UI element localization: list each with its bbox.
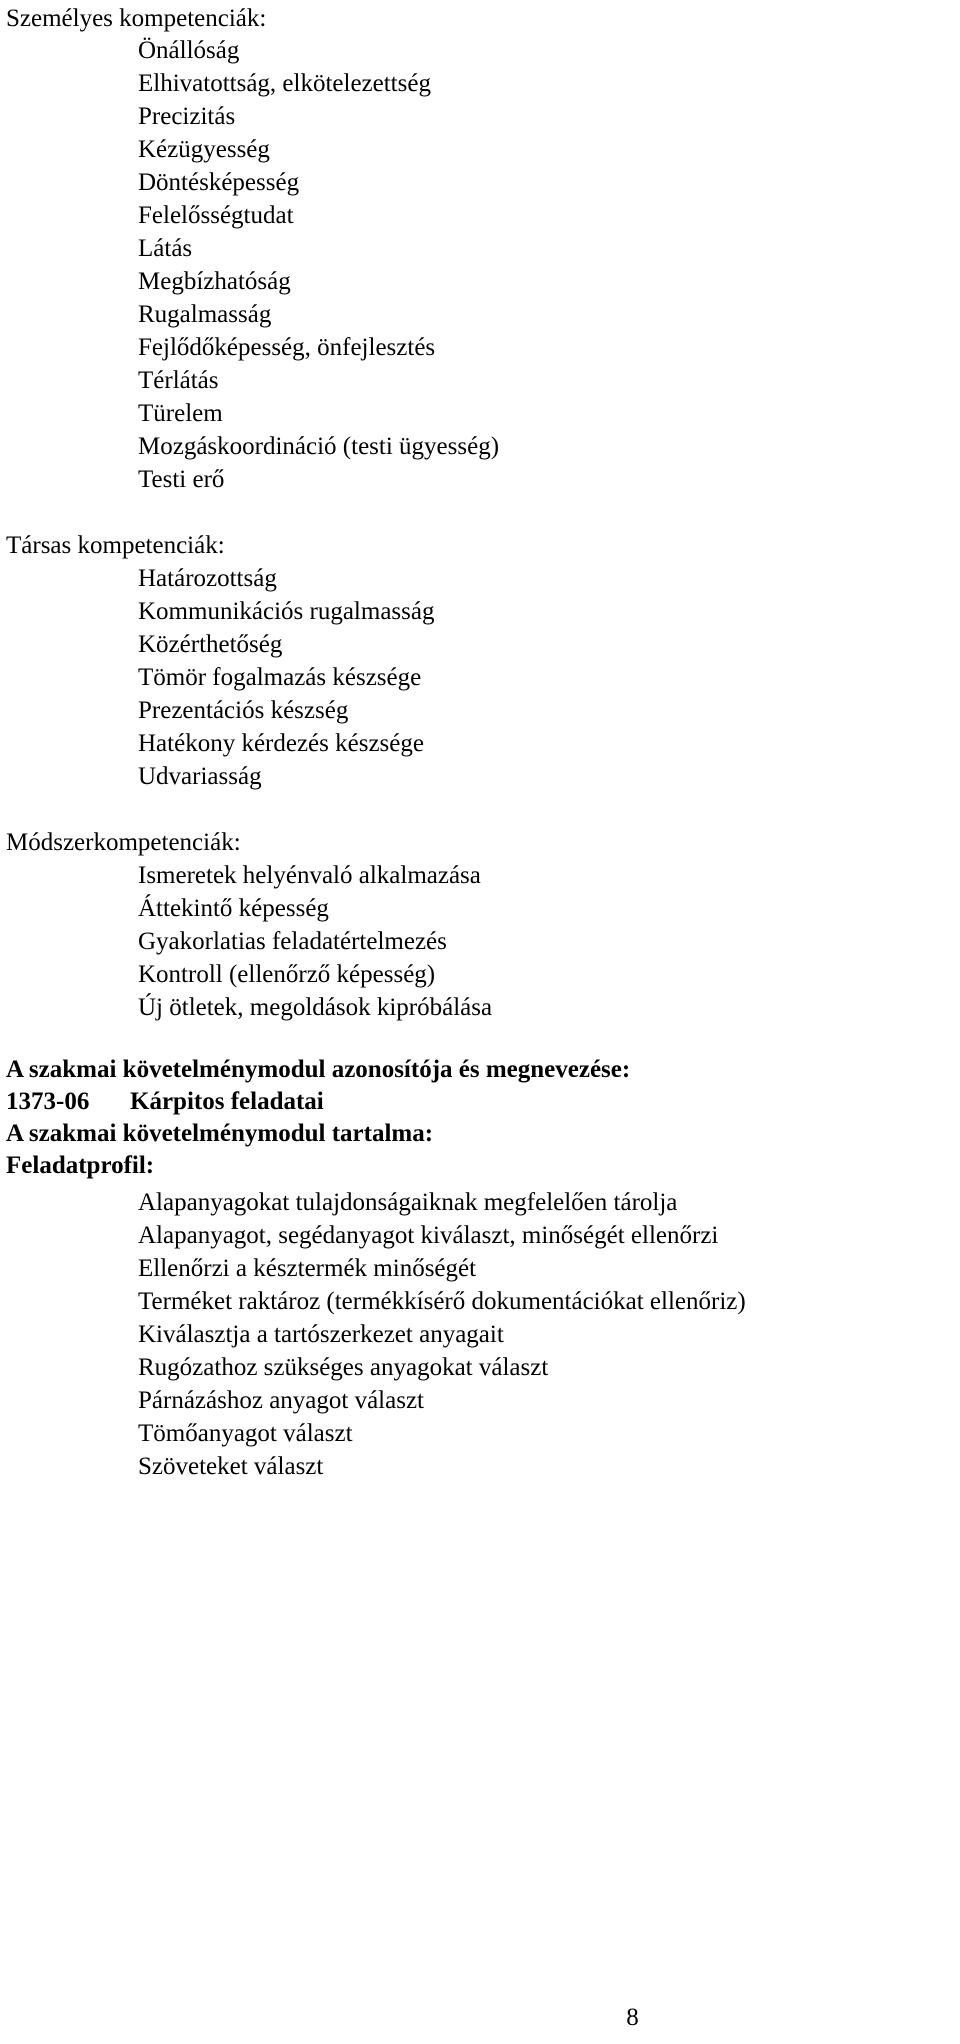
task-item: Kiválasztja a tartószerkezet anyagait bbox=[138, 1321, 504, 1348]
task-item: Tömőanyagot választ bbox=[138, 1420, 353, 1447]
task-item: Alapanyagokat tulajdonságaiknak megfelelően tárolja bbox=[138, 1189, 678, 1216]
personal-competency-item: Fejlődőképesség, önfejlesztés bbox=[138, 334, 436, 361]
personal-competency-item: Testi erő bbox=[138, 466, 225, 493]
personal-competency-item: Mozgáskoordináció (testi ügyesség) bbox=[138, 433, 500, 460]
module-name: Kárpitos feladatai bbox=[130, 1088, 324, 1115]
personal-competency-item: Rugalmasság bbox=[138, 301, 272, 328]
task-item: Szöveteket választ bbox=[138, 1453, 324, 1480]
module-code-line bbox=[6, 1087, 324, 1117]
social-competency-item: Udvariasság bbox=[138, 763, 262, 790]
personal-competency-item: Térlátás bbox=[138, 367, 219, 394]
task-item: Terméket raktároz (termékkísérő dokumentációkat ellenőriz) bbox=[138, 1288, 746, 1315]
social-competency-item: Prezentációs készség bbox=[138, 697, 349, 724]
personal-competency-item: Látás bbox=[138, 235, 193, 262]
personal-competency-item: Önállóság bbox=[138, 37, 240, 64]
module-code: 1373-06 bbox=[6, 1088, 90, 1115]
personal-competency-item: Döntésképesség bbox=[138, 169, 300, 196]
personal-competency-item: Kézügyesség bbox=[138, 136, 270, 163]
task-item: Alapanyagot, segédanyagot kiválaszt, minőségét ellenőrzi bbox=[138, 1222, 719, 1249]
social-competencies-heading: Társas kompetenciák: bbox=[6, 532, 225, 559]
social-competency-item: Tömör fogalmazás készsége bbox=[138, 664, 422, 691]
social-competency-item: Hatékony kérdezés készsége bbox=[138, 730, 424, 757]
personal-competency-item: Türelem bbox=[138, 400, 223, 427]
method-competency-item: Áttekintő képesség bbox=[138, 895, 329, 922]
module-id-title: A szakmai követelménymodul azonosítója és megnevezése: bbox=[6, 1056, 631, 1083]
method-competencies-heading: Módszerkompetenciák: bbox=[6, 829, 241, 856]
module-content-title: A szakmai követelménymodul tartalma: bbox=[6, 1120, 434, 1147]
social-competency-item: Határozottság bbox=[138, 565, 277, 592]
personal-competency-item: Felelősségtudat bbox=[138, 202, 294, 229]
page-number: 8 bbox=[626, 2004, 639, 2031]
task-item: Rugózathoz szükséges anyagokat választ bbox=[138, 1354, 549, 1381]
personal-competency-item: Elhivatottság, elkötelezettség bbox=[138, 70, 431, 97]
task-profile-title: Feladatprofil: bbox=[6, 1152, 155, 1179]
task-item: Párnázáshoz anyagot választ bbox=[138, 1387, 424, 1414]
personal-competency-item: Megbízhatóság bbox=[138, 268, 291, 295]
social-competency-item: Kommunikációs rugalmasság bbox=[138, 598, 435, 625]
method-competency-item: Kontroll (ellenőrző képesség) bbox=[138, 961, 436, 988]
task-item: Ellenőrzi a késztermék minőségét bbox=[138, 1255, 477, 1282]
personal-competencies-heading: Személyes kompetenciák: bbox=[6, 5, 267, 32]
social-competency-item: Közérthetőség bbox=[138, 631, 283, 658]
personal-competency-item: Precizitás bbox=[138, 103, 236, 130]
method-competency-item: Ismeretek helyénvaló alkalmazása bbox=[138, 862, 481, 889]
method-competency-item: Gyakorlatias feladatértelmezés bbox=[138, 928, 447, 955]
method-competency-item: Új ötletek, megoldások kipróbálása bbox=[138, 994, 493, 1021]
